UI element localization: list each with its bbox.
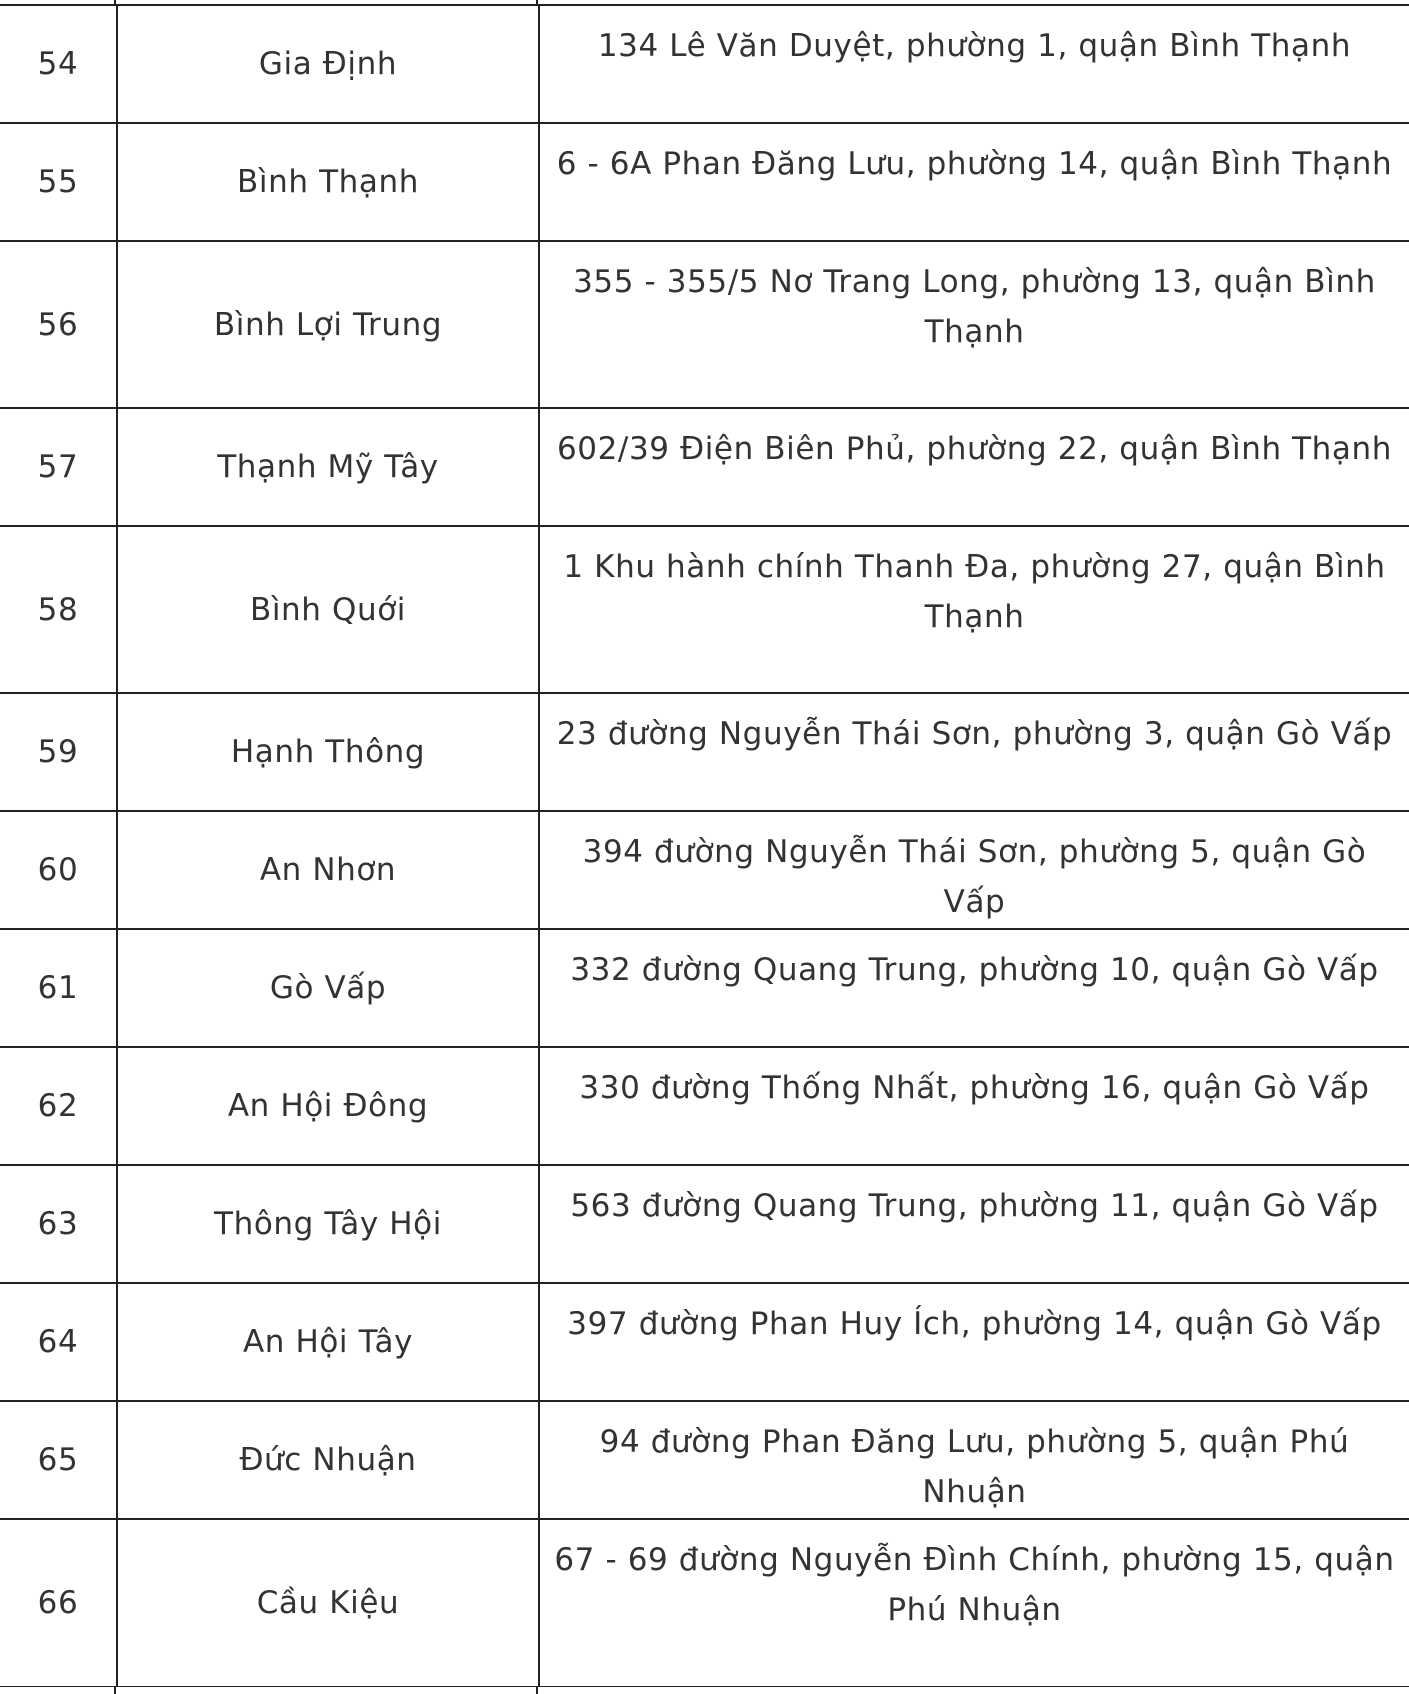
ward-address: 394 đường Nguyễn Thái Sơn, phường 5, quận Gò Vấp	[539, 811, 1409, 929]
ward-name: Đức Nhuận	[117, 1401, 539, 1519]
ward-address: 563 đường Quang Trung, phường 11, quận Gò Vấp	[539, 1165, 1409, 1283]
ward-address: 602/39 Điện Biên Phủ, phường 22, quận Bình Thạnh	[539, 408, 1409, 526]
ward-address: 67 - 69 đường Nguyễn Đình Chính, phường 15, quận Phú Nhuận	[539, 1519, 1409, 1687]
ward-name: Bình Quới	[117, 526, 539, 693]
table-row	[0, 1165, 1409, 1283]
table-row	[0, 241, 1409, 408]
row-number: 63	[0, 1165, 117, 1283]
table-row	[0, 123, 1409, 241]
row-number: 54	[0, 5, 117, 123]
table-row	[0, 1047, 1409, 1165]
row-number: 56	[0, 241, 117, 408]
ward-address: 94 đường Phan Đăng Lưu, phường 5, quận Phú Nhuận	[539, 1401, 1409, 1519]
row-number: 58	[0, 526, 117, 693]
ward-name: Bình Thạnh	[117, 123, 539, 241]
ward-name: Hạnh Thông	[117, 693, 539, 811]
row-number: 57	[0, 408, 117, 526]
table-row	[0, 1283, 1409, 1401]
ward-name: Thạnh Mỹ Tây	[117, 408, 539, 526]
ward-address: 1 Khu hành chính Thanh Đa, phường 27, quận Bình Thạnh	[539, 526, 1409, 693]
table-row	[0, 5, 1409, 123]
ward-address: 134 Lê Văn Duyệt, phường 1, quận Bình Thạnh	[539, 5, 1409, 123]
ward-name: Gò Vấp	[117, 929, 539, 1047]
row-number: 62	[0, 1047, 117, 1165]
row-number: 55	[0, 123, 117, 241]
ward-address: 330 đường Thống Nhất, phường 16, quận Gò Vấp	[539, 1047, 1409, 1165]
ward-address: 355 - 355/5 Nơ Trang Long, phường 13, quận Bình Thạnh	[539, 241, 1409, 408]
column-divider-bottom-right	[536, 1687, 538, 1694]
ward-address: 6 - 6A Phan Đăng Lưu, phường 14, quận Bình Thạnh	[539, 123, 1409, 241]
table-row	[0, 811, 1409, 929]
ward-name: An Hội Đông	[117, 1047, 539, 1165]
row-number: 60	[0, 811, 117, 929]
table-row	[0, 1519, 1409, 1687]
table-row	[0, 1401, 1409, 1519]
row-number: 59	[0, 693, 117, 811]
next-row-edge	[0, 1687, 1409, 1694]
column-divider-bottom-left	[114, 1687, 116, 1694]
table-row	[0, 408, 1409, 526]
ward-address: 23 đường Nguyễn Thái Sơn, phường 3, quận Gò Vấp	[539, 693, 1409, 811]
table-row	[0, 693, 1409, 811]
address-table	[0, 4, 1409, 1688]
table-row	[0, 526, 1409, 693]
table-row	[0, 929, 1409, 1047]
ward-name: Gia Định	[117, 5, 539, 123]
ward-address: 397 đường Phan Huy Ích, phường 14, quận Gò Vấp	[539, 1283, 1409, 1401]
ward-name: Bình Lợi Trung	[117, 241, 539, 408]
ward-name: Thông Tây Hội	[117, 1165, 539, 1283]
ward-name: An Nhơn	[117, 811, 539, 929]
row-number: 65	[0, 1401, 117, 1519]
ward-name: An Hội Tây	[117, 1283, 539, 1401]
row-number: 64	[0, 1283, 117, 1401]
ward-name: Cầu Kiệu	[117, 1519, 539, 1687]
row-number: 66	[0, 1519, 117, 1687]
ward-address: 332 đường Quang Trung, phường 10, quận Gò Vấp	[539, 929, 1409, 1047]
row-number: 61	[0, 929, 117, 1047]
